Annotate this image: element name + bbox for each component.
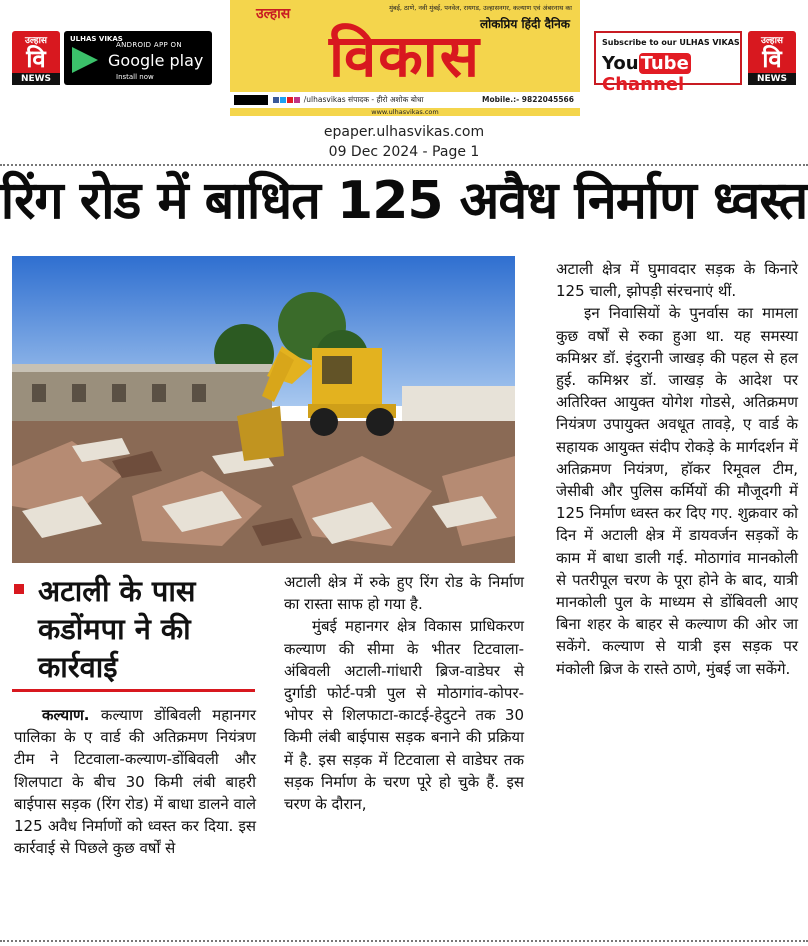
tube-text: Tube [640,53,689,74]
editor-line: /ulhasvikas संपादक - हीरो अशोक बोधा [303,95,424,104]
twitter-icon [280,97,286,103]
article-column-1 [14,704,256,859]
install-now-label: Install now [116,73,154,81]
app-brand: ULHAS VIKAS [70,35,123,43]
masthead-cities: मुंबई, ठाणे, नवी मुंबई, पनवेल, रायगड, उल्हासनगर, कल्याण एवं अंबरनाथ का [389,4,572,12]
top-divider [0,164,808,166]
youtube-channel-label [602,53,740,95]
logo-small-text: उल्हास [24,36,47,46]
bulldozer-demolition-photo [12,256,515,563]
android-app-label: ANDROID APP ON [116,41,182,49]
dateline: कल्याण. [42,706,90,724]
youtube-icon [287,97,293,103]
masthead-contact-bar [230,92,580,108]
instagram-icon [294,97,300,103]
google-play-label: Google play [108,51,204,70]
column-2-paragraph-2: मुंबई महानगर क्षेत्र विकास प्राधिकरण कल्याण की सीमा के भीतर टिटवाला-अंबिवली अटाली-गांधारी ब्रिज-वाडेघर से दुर्गाडी फोर्ट-पत्री पुल से मोठागांव-कोपर-भोपर से शिलफाटा-काटई-हेदुटने तक 30 किमी लंबी बाईपास सड़क बनाने की प्रक्रिया में है. इस सड़क में टिटवाला से वाडेघर तक सड़क निर्माण के चरण पूरे हो चुके हैं. इस चरण के दौरान, [284,617,524,814]
masthead [230,0,580,116]
column-2-paragraph-1: अटाली क्षेत्र में रुके हुए रिंग रोड के निर्माण का रास्ता साफ हो गया है. [284,573,524,614]
subheadline-rule [12,689,255,692]
bottom-divider [0,940,808,942]
article-column-3 [556,258,798,680]
column-1-text: कल्याण डोंबिवली महानगर पालिका के ए वार्ड की अतिक्रमण नियंत्रण टीम ने टिटवाला-कल्याण-डोंबिवली और शिलपाटा के बीच 30 किमी लंबी बाहरी बाईपास सड़क (रिंग रोड) में बाधा डालने वाले 125 अवैध निर्माणों को ध्वस्त कर दिया. इस कार्रवाई से पिछले कुछ वर्षों से [14,706,256,858]
red-bullet-icon [14,584,24,594]
logo-big-text: वि [26,44,46,73]
play-store-icon [72,47,98,73]
google-play-mini-icon [234,95,268,105]
you-text: You [602,53,639,74]
android-app-badge[interactable] [12,31,212,85]
news-logo [12,31,60,85]
masthead-tagline: लोकप्रिय हिंदी दैनिक [479,17,570,31]
column-3-paragraph-2: इन निवासियों के पुनर्वास का मामला कुछ वर्षों से रुका हुआ था. यह समस्या कमिश्नर डॉ. इंदुरानी जाखड़ की पहल से हल हुई. कमिश्नर डॉ. जाखड़ के आदेश पर अतिरिक्त आयुक्त योगेश गोडसे, अतिक्रमण नियंत्रण उपायुक्त अवधूत तावड़े, ए वार्ड के सहायक आयुक्त संदीप रोकड़े के मार्गदर्शन में अतिक्रमण नियंत्रण, हॉकर रिमूवल टीम, जेसीबी और पुलिस कर्मियों की मौजूदगी में 125 निर्माण ध्वस्त कर दिए गए. शुक्रवार को दिन में अटाली क्षेत्र में डायवर्जन सड़कों के काम में बाधा डाली गई. मोठागांव मानकोली से पतरीपूल चरण के पूरा होने के बाद, यात्री मानकोली पुल के माध्यम से डोंबिवली आए बिना शहर के बाहर से कल्याण की ओर जा सकेंगे. कल्याण से यात्री इस सड़क पर मंकोली ब्रिज के रास्ते ठाणे, मुंबई जा सकेंगे. [556,304,798,678]
news-logo [748,31,796,85]
logo-tag: NEWS [12,73,60,85]
logo-small-text: उल्हास [760,36,783,46]
youtube-subscribe-button[interactable] [594,31,742,95]
subheadline-text: अटाली के पास कडोंमपा ने की कार्रवाई [38,574,196,684]
date-page: 09 Dec 2024 - Page 1 [328,144,480,160]
google-play-button[interactable] [64,31,212,85]
website-url: www.ulhasvikas.com [371,108,439,116]
youtube-badge[interactable] [594,31,796,95]
column-3-paragraph-1: अटाली क्षेत्र में घुमावदार सड़क के किनारे 125 चाली, झोपड़ी संरचनाएं थीं. [556,260,798,301]
mobile-number: Mobile.:- 9822045566 [482,95,574,104]
article-column-2 [284,571,524,815]
subscribe-label: Subscribe to our ULHAS VIKAS [602,38,740,47]
masthead-small-title: उल्हास [256,6,291,22]
epaper-source: epaper.ulhasvikas.com [323,124,485,140]
logo-tag: NEWS [748,73,796,85]
logo-big-text: वि [762,44,782,73]
channel-text: Channel [602,74,685,95]
headline: रिंग रोड में बाधित 125 अवैध निर्माण ध्वस्त [0,171,808,231]
facebook-icon [273,97,279,103]
masthead-title: विकास [328,22,482,90]
